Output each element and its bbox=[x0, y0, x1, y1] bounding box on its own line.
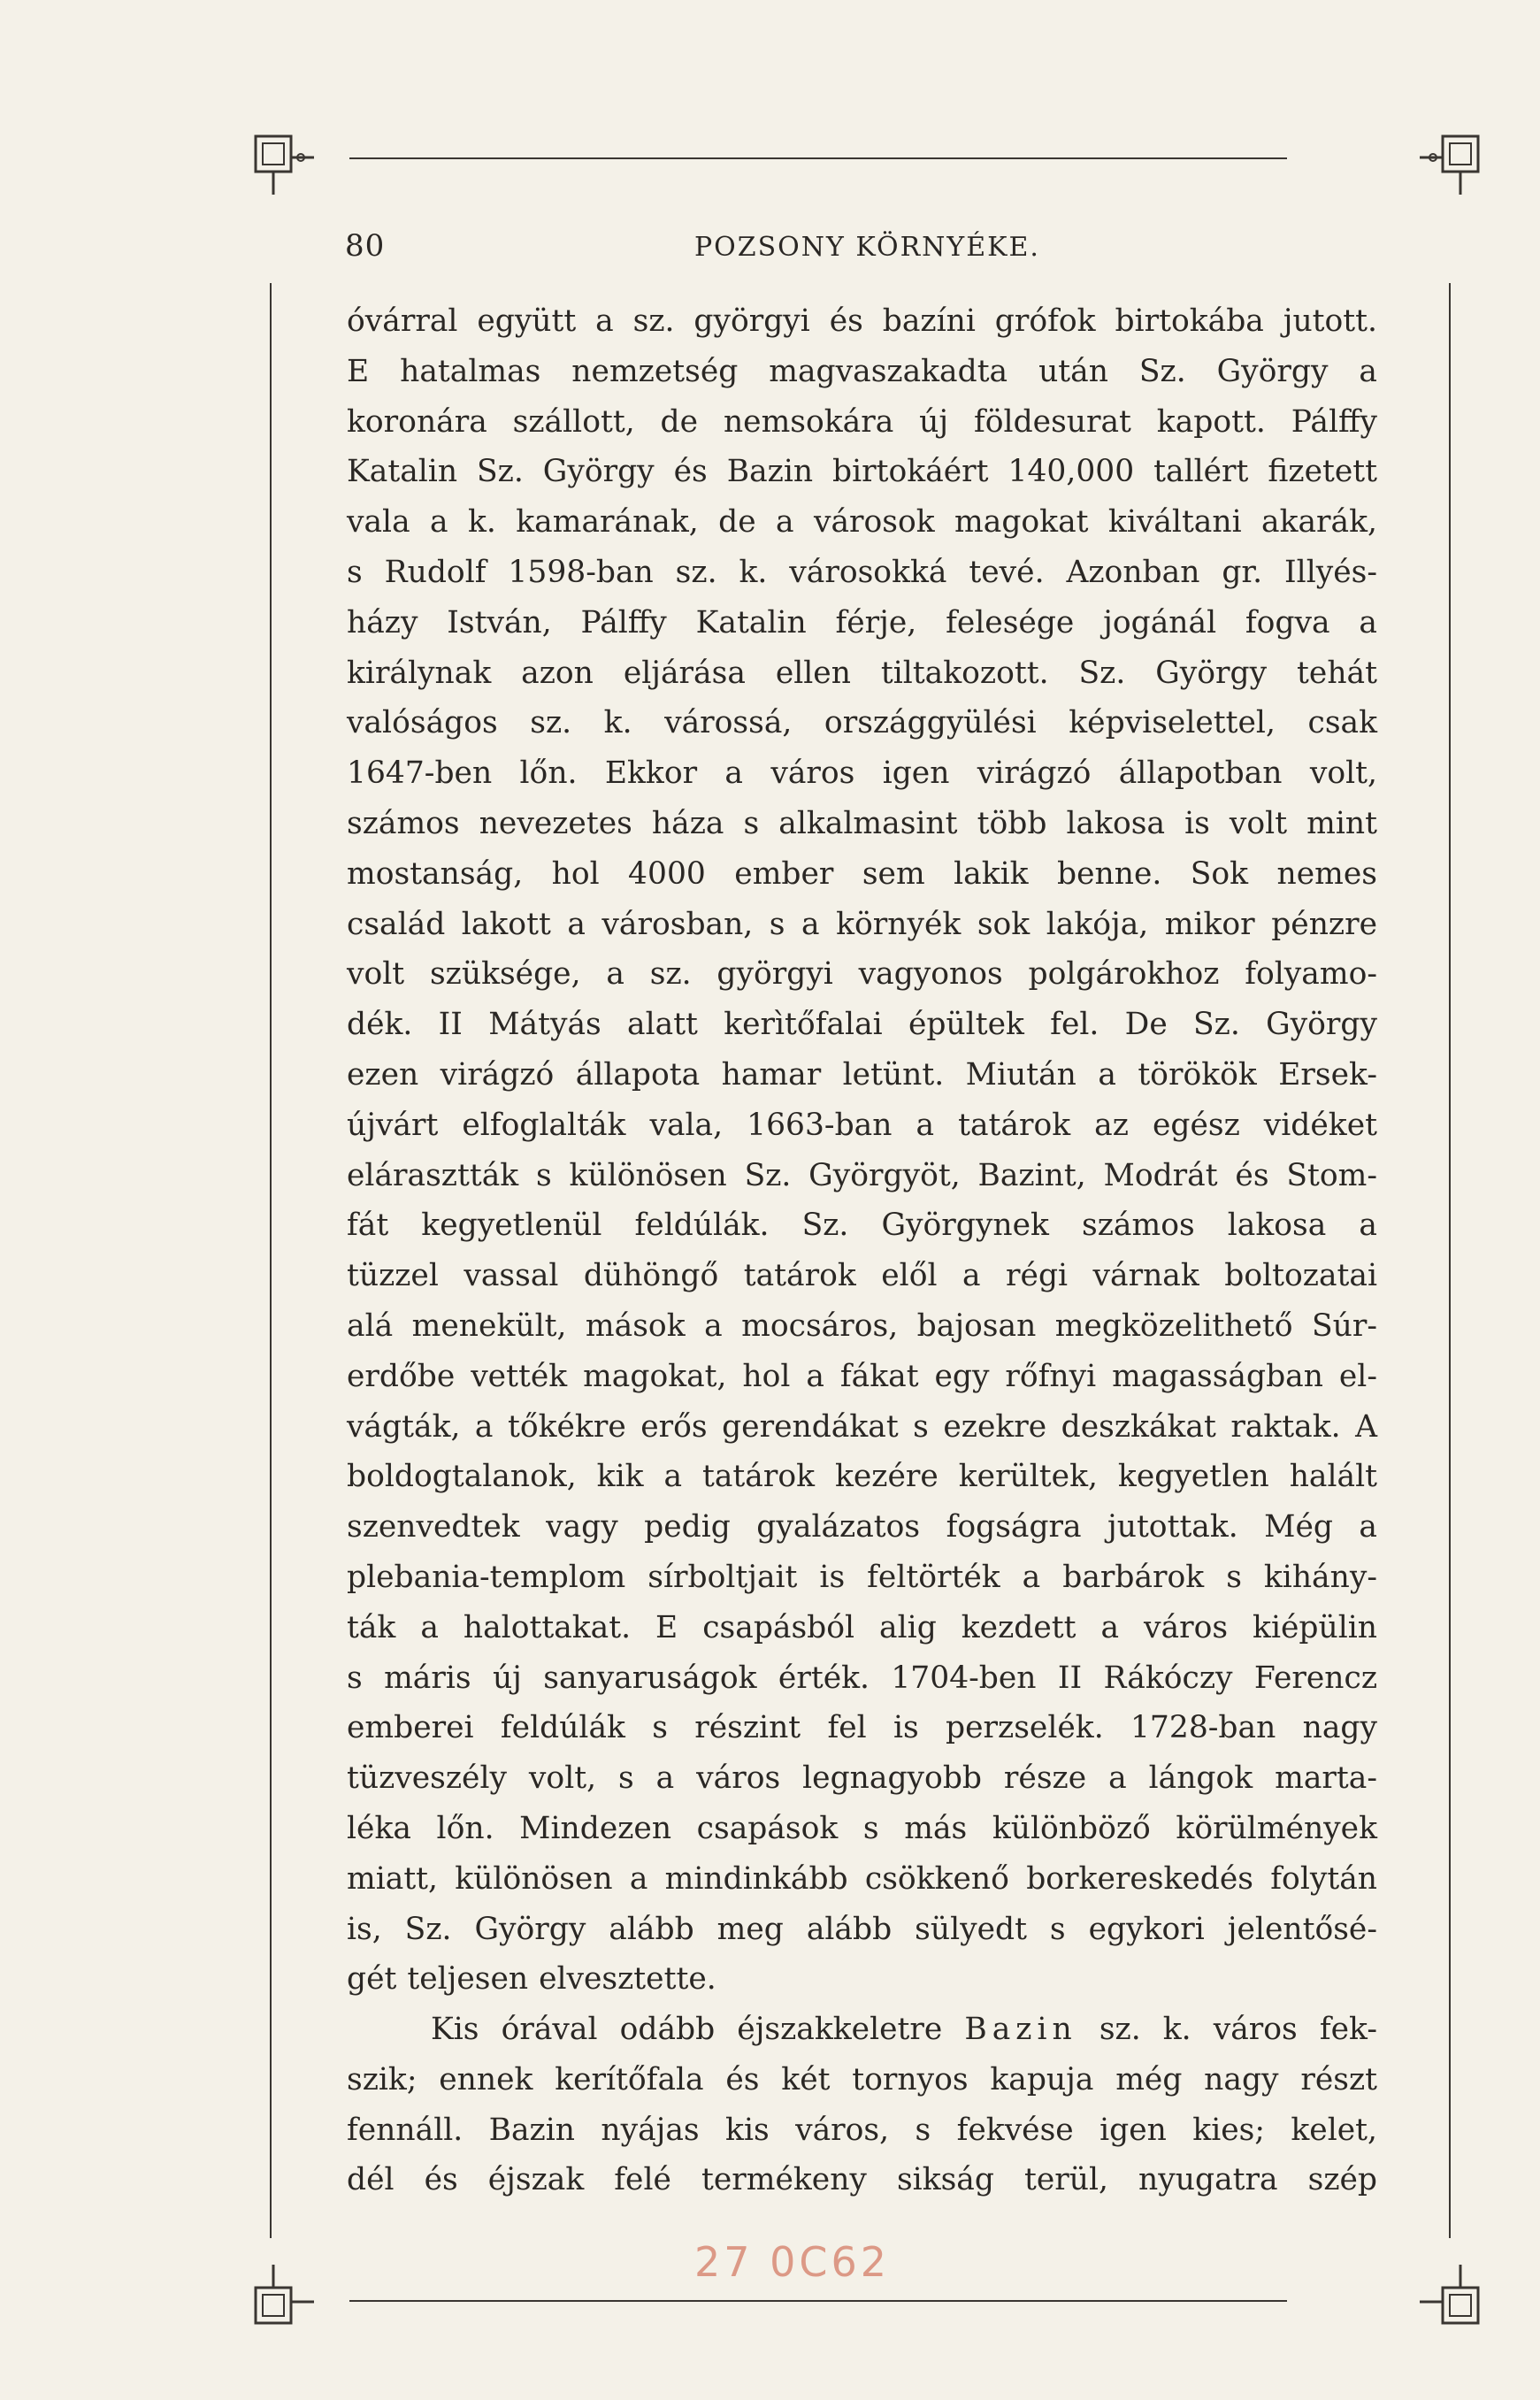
text-line: szenvedtek vagy pedig gyalázatos fogságra jutottak. Még a bbox=[347, 1509, 1377, 1545]
frame-left-rule bbox=[270, 283, 272, 2238]
text-line: léka lőn. Mindezen csapások s más különböző körülmények bbox=[347, 1810, 1377, 1846]
text-line: királynak azon eljárása ellen tiltakozott. Sz. György tehát bbox=[347, 655, 1377, 691]
text-line: tüzveszély volt, s a város legnagyobb része a lángok marta- bbox=[347, 1760, 1377, 1797]
text-line: dél és éjszak felé termékeny sikság terül, nyugatra szép bbox=[347, 2162, 1377, 2198]
text-line: számos nevezetes háza s alkalmasint több lakosa is volt mint bbox=[347, 805, 1377, 841]
text-line: mostanság, hol 4000 ember sem lakik benne. Sok nemes bbox=[347, 855, 1377, 892]
page-number: 80 bbox=[345, 228, 386, 264]
top-left-ornament-icon bbox=[252, 133, 314, 195]
running-head: POZSONY KÖRNYÉKE. bbox=[694, 232, 1040, 263]
text-line: szik; ennek kerítőfala és két tornyos kapuja még nagy részt bbox=[347, 2061, 1377, 2097]
text-line: E hatalmas nemzetség magvaszakadta után Sz. György a bbox=[347, 353, 1377, 389]
paragraph-opening-line bbox=[347, 2005, 1377, 2055]
text-line: gét teljesen elvesztette. bbox=[347, 1961, 716, 1997]
text-line: ezen virágzó állapota hamar letünt. Miután a törökök Ersek- bbox=[347, 1056, 1377, 1093]
catalog-stamp: 27 0C62 bbox=[694, 2238, 891, 2286]
text-line: boldogtalanok, kik a tatárok kezére kerültek, kegyetlen halált bbox=[347, 1459, 1377, 1495]
text-line: óvárral együtt a sz. györgyi és bazíni grófok birtokába jutott. bbox=[347, 303, 1377, 339]
text-line: koronára szállott, de nemsokára új földesurat kapott. Pálffy bbox=[347, 403, 1377, 440]
text-line: alá menekült, mások a mocsáros, bajosan megközelithető Súr- bbox=[347, 1307, 1377, 1344]
text-line: újvárt elfoglalták vala, 1663-ban a tatárok az egész vidéket bbox=[347, 1107, 1377, 1143]
text-line: dék. II Mátyás alatt kerìtőfalai épültek fel. De Sz. György bbox=[347, 1007, 1377, 1043]
text-line: tüzzel vassal dühöngő tatárok elől a régi várnak boltozatai bbox=[347, 1258, 1377, 1294]
bottom-right-ornament-icon bbox=[1420, 2265, 1482, 2327]
paragraph-opening-tail: sz. k. város fek- bbox=[1076, 2012, 1377, 2048]
text-line: elárasztták s különösen Sz. Györgyöt, Bazint, Modrát és Stom- bbox=[347, 1157, 1377, 1193]
paragraph-opening-text: Kis órával odább éjszakkeletre bbox=[431, 2012, 965, 2048]
page-header bbox=[345, 228, 1319, 281]
text-line: család lakott a városban, s a környék sok lakója, mikor pénzre bbox=[347, 906, 1377, 942]
text-line: ták a halottakat. E csapásból alig kezdett a város kiépülin bbox=[347, 1609, 1377, 1645]
text-line: valóságos sz. k. várossá, országgyülési képviselettel, csak bbox=[347, 705, 1377, 741]
text-line: házy István, Pálffy Katalin férje, felesége jogánál fogva a bbox=[347, 604, 1377, 640]
text-line: miatt, különösen a mindinkább csökkenő borkereskedés folytán bbox=[347, 1860, 1377, 1897]
bottom-left-ornament-icon bbox=[252, 2265, 314, 2327]
frame-top-rule bbox=[349, 157, 1287, 159]
text-line: 1647-ben lőn. Ekkor a város igen virágzó állapotban volt, bbox=[347, 755, 1377, 792]
text-line: vala a k. kamarának, de a városok magokat kiváltani akarák, bbox=[347, 504, 1377, 541]
text-line: volt szüksége, a sz. györgyi vagyonos polgárokhoz folyamo- bbox=[347, 956, 1377, 993]
place-name-spaced: Bazin bbox=[964, 2012, 1077, 2048]
text-line: is, Sz. György alább meg alább sülyedt s egykori jelentősé- bbox=[347, 1911, 1377, 1947]
text-line: erdőbe vették magokat, hol a fákat egy rőfnyi magasságban el- bbox=[347, 1358, 1377, 1394]
frame-bottom-rule-visible bbox=[349, 2300, 1287, 2302]
text-line: Katalin Sz. György és Bazin birtokáért 140,000 tallért fizetett bbox=[347, 454, 1377, 490]
text-line: fennáll. Bazin nyájas kis város, s fekvése igen kies; kelet, bbox=[347, 2112, 1377, 2148]
text-line: vágták, a tőkékre erős gerendákat s ezekre deszkákat raktak. A bbox=[347, 1408, 1377, 1445]
text-line: emberei feldúlák s részint fel is perzselék. 1728-ban nagy bbox=[347, 1710, 1377, 1746]
text-line: plebania-templom sírboltjait is feltörték a barbárok s kihány- bbox=[347, 1559, 1377, 1595]
text-line: s Rudolf 1598-ban sz. k. városokká tevé. Azonban gr. Illyés- bbox=[347, 554, 1377, 590]
body-text bbox=[347, 296, 1377, 2205]
top-right-ornament-icon bbox=[1420, 133, 1482, 195]
text-line: s máris új sanyaruságok érték. 1704-ben II Rákóczy Ferencz bbox=[347, 1660, 1377, 1696]
frame-right-rule bbox=[1449, 283, 1451, 2238]
text-line: fát kegyetlenül feldúlák. Sz. Györgynek számos lakosa a bbox=[347, 1208, 1377, 1244]
